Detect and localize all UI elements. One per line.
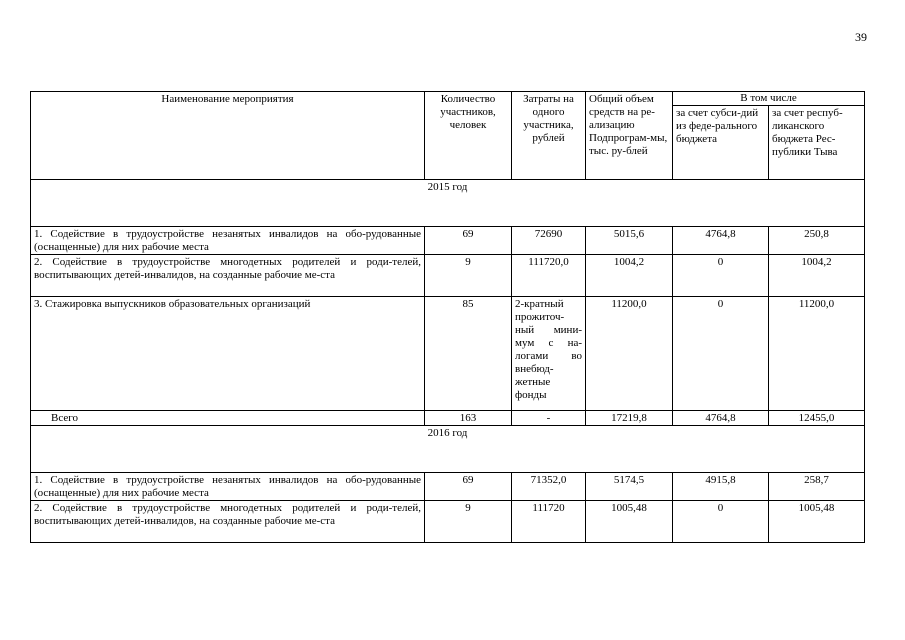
total-republic: 12455,0 — [769, 411, 865, 426]
federal-subsidy: 4915,8 — [673, 473, 769, 501]
total-federal: 4764,8 — [673, 411, 769, 426]
table-row — [31, 227, 865, 255]
participants-count: 9 — [425, 255, 512, 297]
total-row — [31, 411, 865, 426]
cost-per-participant: 111720 — [512, 501, 586, 543]
measure-name: 3. Стажировка выпускников образовательных организаций — [31, 297, 425, 411]
republic-budget: 258,7 — [769, 473, 865, 501]
header-rep: за счет респуб-ликанского бюджета Рес-публики Тыва — [769, 106, 865, 180]
participants-count: 69 — [425, 227, 512, 255]
total-amount: 11200,0 — [586, 297, 673, 411]
header-total: Общий объем средств на ре-ализацию Подпрограм-мы, тыс. ру-блей — [586, 92, 673, 180]
cost-per-participant: 72690 — [512, 227, 586, 255]
federal-subsidy: 0 — [673, 255, 769, 297]
header-count: Количество участников, человек — [425, 92, 512, 180]
year-label: 2015 год — [31, 180, 865, 227]
participants-count: 85 — [425, 297, 512, 411]
participants-count: 9 — [425, 501, 512, 543]
table-row — [31, 297, 865, 411]
measure-name: 2. Содействие в трудоустройстве многодетных родителей и роди-телей, воспитывающих детей-инвалидов, на созданные рабочие ме-ста — [31, 255, 425, 297]
cost-per-participant: 2-кратный прожиточ-ный мини-мум с на-логами во внебюд-жетные фонды — [512, 297, 586, 411]
header-name: Наименование мероприятия — [31, 92, 425, 180]
table-row — [31, 501, 865, 543]
table-row — [31, 255, 865, 297]
republic-budget: 1005,48 — [769, 501, 865, 543]
participants-count: 69 — [425, 473, 512, 501]
federal-subsidy: 0 — [673, 501, 769, 543]
page-number: 39 — [855, 30, 867, 44]
federal-subsidy: 4764,8 — [673, 227, 769, 255]
measure-name: 1. Содействие в трудоустройстве незанятых инвалидов на обо-рудованные (оснащенные) для них рабочие места — [31, 473, 425, 501]
federal-subsidy: 0 — [673, 297, 769, 411]
header-cost: Затраты на одного участника, рублей — [512, 92, 586, 180]
total-cost: - — [512, 411, 586, 426]
year-label: 2016 год — [31, 426, 865, 473]
republic-budget: 250,8 — [769, 227, 865, 255]
republic-budget: 11200,0 — [769, 297, 865, 411]
header-row-1 — [31, 92, 865, 106]
total-label: Всего — [31, 411, 425, 426]
total-amount: 1005,48 — [586, 501, 673, 543]
budget-table — [30, 91, 865, 543]
header-fed: за счет субси-дий из феде-рального бюджета — [673, 106, 769, 180]
republic-budget: 1004,2 — [769, 255, 865, 297]
header-incl: В том числе — [673, 92, 865, 106]
total-amount: 5015,6 — [586, 227, 673, 255]
year-row — [31, 180, 865, 227]
measure-name: 2. Содействие в трудоустройстве многодетных родителей и роди-телей, воспитывающих детей-инвалидов, на созданные рабочие ме-ста — [31, 501, 425, 543]
cost-per-participant: 71352,0 — [512, 473, 586, 501]
total-amount: 1004,2 — [586, 255, 673, 297]
total-amount: 17219,8 — [586, 411, 673, 426]
total-amount: 5174,5 — [586, 473, 673, 501]
measure-name: 1. Содействие в трудоустройстве незанятых инвалидов на обо-рудованные (оснащенные) для них рабочие места — [31, 227, 425, 255]
total-count: 163 — [425, 411, 512, 426]
year-row — [31, 426, 865, 473]
cost-per-participant: 111720,0 — [512, 255, 586, 297]
table-row — [31, 473, 865, 501]
